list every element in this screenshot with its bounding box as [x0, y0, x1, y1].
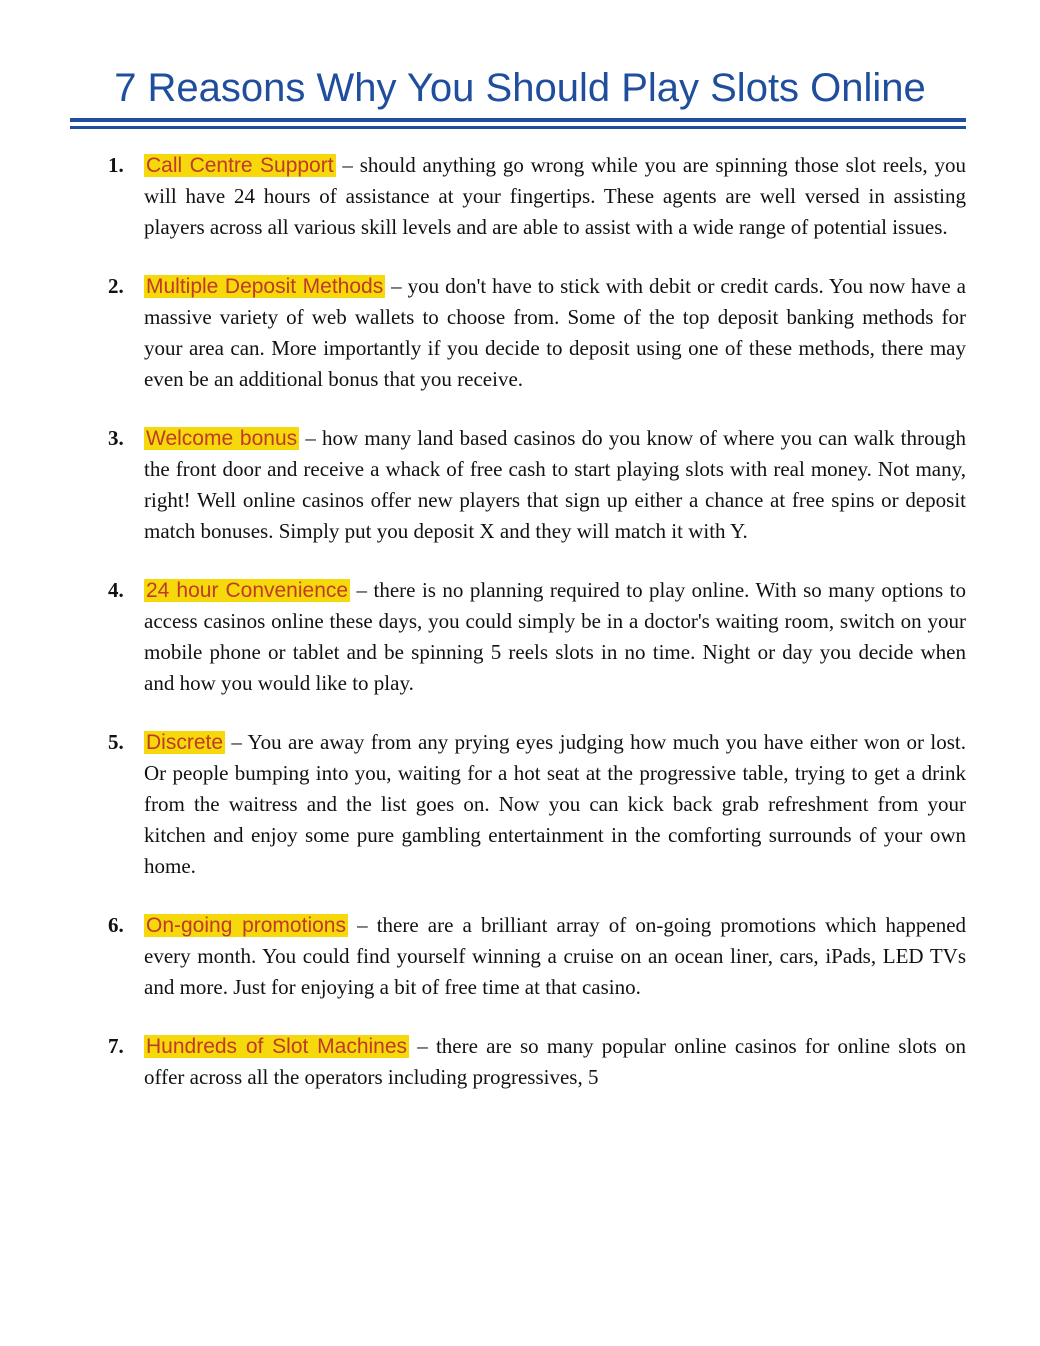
item-text: there is no planning required to play online. With so many options to access casinos online these days, you could simply be in a doctor's waiting room, switch on your mobile phone or tablet and be spinning 5 reels slots in no time. Night or day you decide when and how you would like to play. — [144, 578, 967, 695]
list-item: 1. Call Centre Support – should anything go wrong while you are spinning those slot reels, you will have 24 hours of assistance at your fingertips. These agents are well versed in assisting players across all various skill levels and are able to assist with a wide range of potential issues. — [108, 150, 966, 243]
item-text: how many land based casinos do you know of where you can walk through the front door and receive a whack of free cash to start playing slots with real money. Not many, right! Well online casinos offer new players that sign up either a chance at free spins or deposit match bonuses. Simply put you deposit X and they will match it with Y. — [144, 426, 966, 543]
list-item: 6. On-going promotions – there are a brilliant array of on-going promotions which happened every month. You could find yourself winning a cruise on an ocean liner, cars, iPads, LED TVs and more. Just for enjoying a bit of free time at that casino. — [108, 910, 966, 1003]
item-term: Hundreds of Slot Machines — [146, 1035, 408, 1058]
item-term: Call Centre Support — [146, 154, 334, 177]
list-item: 4. 24 hour Convenience – there is no planning required to play online. With so many options to access casinos online these days, you could simply be in a doctor's waiting room, switch on your mobile phone or tablet and be spinning 5 reels slots in no time. Night or day you decide when and how you would like to play. — [108, 575, 966, 699]
list-item: 7. Hundreds of Slot Machines – there are so many popular online casinos for online slots on offer across all the operators including progressives, 5 — [108, 1031, 966, 1093]
item-number: 1. — [108, 153, 124, 177]
title-rule-thick — [70, 118, 966, 122]
item-term: Discrete — [146, 731, 224, 754]
item-number: 5. — [108, 730, 124, 754]
list-item: 2. Multiple Deposit Methods – you don't have to stick with debit or credit cards. You now have a massive variety of web wallets to choose from. Some of the top deposit banking methods for your area can. More importantly if you decide to deposit using one of these methods, there may even be an additional bonus that you receive. — [108, 271, 966, 395]
item-term: Welcome bonus — [146, 427, 298, 450]
list-item: 3. Welcome bonus – how many land based casinos do you know of where you can walk through the front door and receive a whack of free cash to start playing slots with real money. Not many, right! Well online casinos offer new players that sign up either a chance at free spins or deposit match bonuses. Simply put you deposit X and they will match it with Y. — [108, 423, 966, 547]
item-number: 6. — [108, 913, 124, 937]
item-text: You are away from any prying eyes judging how much you have either won or lost. Or people bumping into you, waiting for a hot seat at the progressive table, trying to get a drink from the waitress and the list goes on. Now you can kick back grab refreshment from your kitchen and enjoy some pure gambling entertainment in the comforting surrounds of your own home. — [144, 730, 966, 878]
item-text: there are so many popular online casinos for online slots on offer across all the operators including progressives, 5 — [144, 1034, 966, 1089]
item-term: 24 hour Convenience — [146, 579, 349, 602]
item-text: should anything go wrong while you are spinning those slot reels, you will have 24 hours of assistance at your fingertips. These agents are well versed in assisting players across all various skill levels and are able to assist with a wide range of potential issues. — [144, 153, 966, 239]
item-term: On-going promotions — [146, 914, 346, 937]
item-text: you don't have to stick with debit or credit cards. You now have a massive variety of web wallets to choose from. Some of the top deposit banking methods for your area can. More importantly if you decide to deposit using one of these methods, there may even be an additional bonus that you receive. — [144, 274, 966, 391]
item-term: Multiple Deposit Methods — [146, 275, 384, 298]
title-rule-thin — [70, 126, 966, 129]
item-number: 7. — [108, 1034, 124, 1058]
item-number: 2. — [108, 274, 124, 298]
item-text: there are a brilliant array of on-going promotions which happened every month. You could find yourself winning a cruise on an ocean liner, cars, iPads, LED TVs and more. Just for enjoying a bit of free time at that casino. — [144, 913, 967, 999]
reasons-list — [108, 150, 966, 1121]
list-item: 5. Discrete – You are away from any prying eyes judging how much you have either won or lost. Or people bumping into you, waiting for a hot seat at the progressive table, trying to get a drink from the waitress and the list goes on. Now you can kick back grab refreshment from your kitchen and enjoy some pure gambling entertainment in the comforting surrounds of your own home. — [108, 727, 966, 882]
item-number: 4. — [108, 578, 124, 602]
item-number: 3. — [108, 426, 124, 450]
document-title: 7 Reasons Why You Should Play Slots Online — [114, 66, 926, 110]
